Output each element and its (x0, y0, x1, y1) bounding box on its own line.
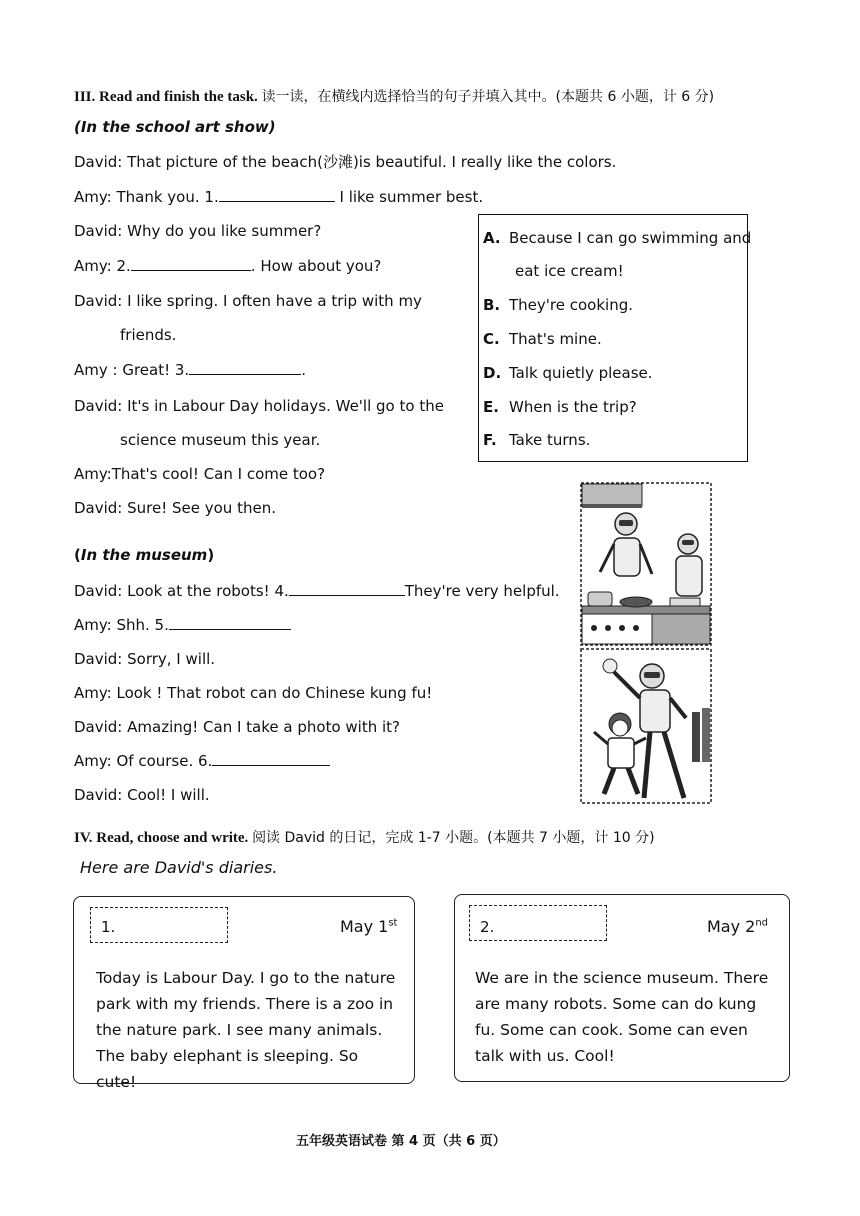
option-e: E. When is the trip? (483, 398, 637, 416)
diary-date-2: May 2nd (707, 917, 769, 936)
answer-blank-5[interactable] (169, 615, 291, 630)
dialogue-line: Amy : Great! 3. . (74, 361, 306, 379)
dialogue-line: Amy: Look ! That robot can do Chinese kung fu! (74, 684, 433, 702)
dialogue-line: David: That picture of the beach(沙滩)is beautiful. I really like the colors. (74, 153, 617, 171)
option-b: B. They're cooking. (483, 296, 633, 314)
dialogue-line: David: Sorry, I will. (74, 650, 216, 668)
section-4-heading (74, 827, 655, 847)
answer-blank-6[interactable] (212, 751, 330, 766)
section-4-instruction: 阅读 David 的日记，完成 1-7 小题。(本题共 7 小题，计 10 分) (252, 830, 655, 846)
page-footer: 五年级英语试卷 第 4 页（共 6 页） (296, 1134, 506, 1149)
section-3-instruction: 读一读，在横线内选择恰当的句子并填入其中。(本题共 6 小题，计 6 分) (261, 89, 715, 105)
dialogue-line: Amy: 2. . How about you? (74, 257, 382, 275)
scene-1-label: (In the school art show) (74, 118, 276, 136)
answer-blank-4[interactable] (289, 581, 405, 596)
diary-card-1 (73, 896, 415, 1091)
option-c: C. That's mine. (483, 330, 602, 348)
dialogue-line: Amy: Of course. 6. (74, 751, 330, 771)
section-3-title: III. Read and finish the task. (74, 89, 258, 105)
diary-title-blank-2[interactable]: 2. (469, 905, 607, 941)
option-a-continued: eat ice cream! (515, 262, 624, 280)
dialogue-line: David: It's in Labour Day holidays. We'll go to the (74, 397, 444, 415)
dialogue-line: Amy: Thank you. 1. I like summer best. (74, 188, 484, 206)
section-4-title: IV. Read, choose and write. (74, 830, 249, 846)
diaries-intro: Here are David's diaries. (80, 858, 278, 877)
diary-text-2: We are in the science museum. There are many robots. Some can do kung fu. Some can cook. Some can even talk with us. Cool! (475, 969, 769, 1065)
kung-fu-robot-illustration (580, 648, 712, 804)
diary-card-2 (454, 894, 790, 1082)
scene-2-label: (In the museum) (74, 546, 215, 564)
section-3-heading (74, 86, 714, 106)
diary-title-blank-1[interactable]: 1. (90, 907, 228, 943)
answer-blank-2[interactable] (131, 256, 251, 271)
options-box (478, 214, 752, 462)
answer-blank-3[interactable] (189, 360, 301, 375)
diary-text-1: Today is Labour Day. I go to the nature park with my friends. There is a zoo in the nature park. I see many animals. The baby elephant is sleeping. So cute! (96, 969, 396, 1091)
dialogue-line: friends. (120, 326, 177, 344)
dialogue-line: David: Cool! I will. (74, 786, 210, 804)
cooking-robots-illustration (580, 482, 712, 646)
option-a: A. Because I can go swimming and (483, 229, 752, 247)
option-d: D. Talk quietly please. (483, 364, 653, 382)
dialogue-line: David: Why do you like summer? (74, 222, 322, 240)
option-f: F. Take turns. (483, 431, 591, 449)
diary-date-1: May 1st (340, 917, 398, 936)
dialogue-line: Amy:That's cool! Can I come too? (74, 465, 326, 483)
answer-blank-1[interactable] (219, 187, 335, 202)
dialogue-line: David: I like spring. I often have a trip with my (74, 292, 422, 310)
dialogue-line: Amy: Shh. 5. (74, 615, 291, 635)
dialogue-line: David: Look at the robots! 4. They're very helpful. (74, 582, 560, 600)
dialogue-line: science museum this year. (120, 431, 321, 449)
dialogue-line: David: Amazing! Can I take a photo with it? (74, 718, 400, 736)
dialogue-line: David: Sure! See you then. (74, 499, 276, 517)
